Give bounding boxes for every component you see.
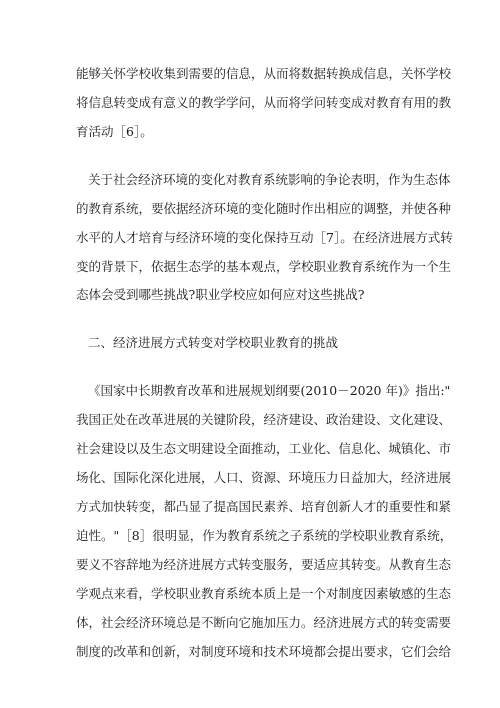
text-line: 场化、国际化深化进展，人口、资源、环境压力日益加大，经济进展 xyxy=(76,470,452,485)
text-line: 我国正处在改革进展的关键阶段，经济建设、政治建设、文化建设、 xyxy=(76,412,452,427)
text-line: 要义不容辞地为经济进展方式转变服务，要适应其转变。从教育生态 xyxy=(76,557,452,572)
text-line: 育活动［6］。 xyxy=(76,124,153,139)
text-line: 水平的人才培育与经济环境的变化保持互动［7］。在经济进展方式转 xyxy=(76,230,453,245)
text-line: 迫性。"［8］很明显，作为教育系统之子系统的学校职业教育系统， xyxy=(76,528,453,543)
section-heading: 二、经济进展方式转变对学校职业教育的挑战 xyxy=(88,335,339,350)
text-line: 方式加快转变，都凸显了提高国民素养、培育创新人才的重要性和紧 xyxy=(76,499,452,514)
text-line: 的教育系统，要依据经济环境的变化随时作出相应的调整，并使各种 xyxy=(76,201,452,216)
text-line: 关于社会经济环境的变化对教育系统影响的争论表明，作为生态体 xyxy=(88,172,451,187)
text-line: 体，社会经济环境总是不断向它施加压力。经济进展方式的转变需要 xyxy=(76,615,452,630)
text-line: 变的背景下，依据生态学的基本观点，学校职业教育系统作为一个生 xyxy=(76,259,452,274)
text-line: 态体会受到哪些挑战?职业学校应如何应对这些挑战? xyxy=(76,287,365,302)
text-line: 制度的改革和创新，对制度环境和技术环境都会提出要求，它们会给 xyxy=(76,644,452,659)
text-line: 《国家中长期教育改革和进展规划纲要(2010－2020 年)》指出:" xyxy=(88,383,451,398)
text-line: 将信息转变成有意义的教学学问，从而将学问转变成对教育有用的教 xyxy=(76,95,452,110)
text-line: 学观点来看，学校职业教育系统本质上是一个对制度因素敏感的生态 xyxy=(76,586,452,601)
text-line: 社会建设以及生态文明建设全面推动，工业化、信息化、城镇化、市 xyxy=(76,441,452,456)
text-line: 能够关怀学校收集到需要的信息，从而将数据转换成信息，关怀学校 xyxy=(76,66,452,81)
